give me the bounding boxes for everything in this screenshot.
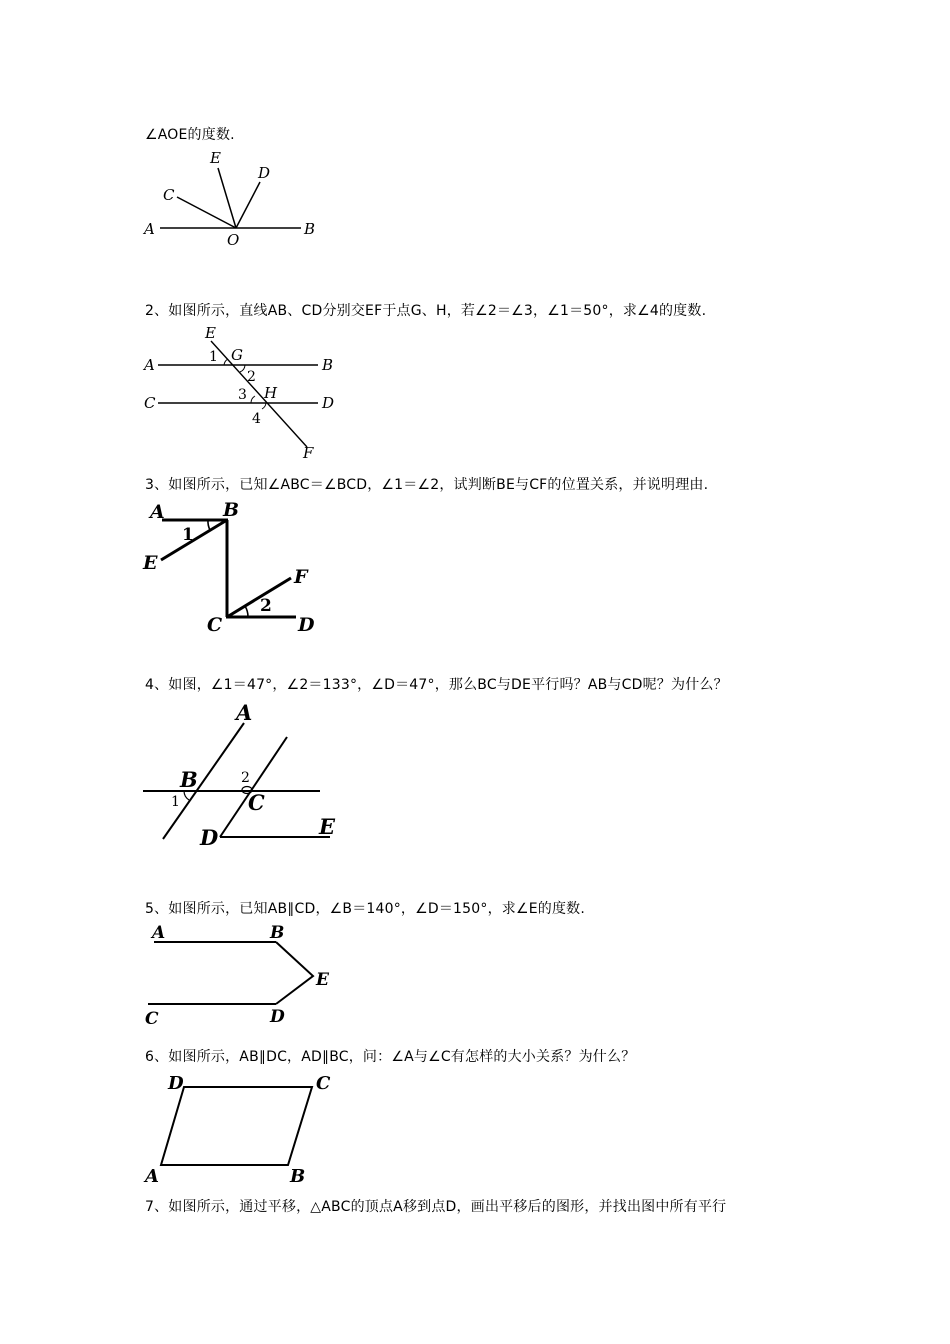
question-5-text: 5、如图所示，已知AB∥CD，∠B＝140°，∠D＝150°，求∠E的度数.	[145, 901, 586, 917]
label-e: E	[143, 552, 158, 574]
label-b: B	[180, 767, 198, 792]
label-f: F	[303, 444, 314, 462]
label-o: O	[227, 231, 240, 249]
label-b: B	[290, 1166, 306, 1187]
label-a: A	[144, 356, 155, 374]
label-c: C	[163, 186, 175, 204]
label-d: D	[258, 164, 271, 182]
label-a: A	[145, 1166, 159, 1187]
question-6-text: 6、如图所示，AB∥DC，AD∥BC，问：∠A与∠C有怎样的大小关系？为什么？	[145, 1049, 636, 1065]
question-4-text: 4、如图，∠1＝47°，∠2＝133°，∠D＝47°，那么BC与DE平行吗？AB与CD呢？为什么？	[145, 677, 728, 693]
label-d: D	[322, 394, 335, 412]
label-c: C	[248, 790, 265, 815]
question-3-text: 3、如图所示，已知∠ABC＝∠BCD，∠1＝∠2，试判断BE与CF的位置关系，并说明理由.	[145, 477, 709, 493]
label-e: E	[316, 970, 329, 990]
label-b: B	[304, 220, 316, 238]
label-e: E	[210, 149, 221, 167]
label-d: D	[168, 1073, 184, 1094]
label-h: H	[264, 384, 278, 402]
label-e: E	[205, 324, 216, 342]
label-a: A	[236, 700, 253, 725]
label-c: C	[145, 1009, 159, 1029]
label-b: B	[322, 356, 334, 374]
label-g: G	[231, 346, 243, 364]
label-a: A	[144, 220, 155, 238]
angle-label-1: 1	[171, 794, 180, 810]
question-1-text: ∠AOE的度数.	[145, 127, 235, 143]
label-b: B	[223, 499, 240, 521]
question-2-text: 2、如图所示，直线AB、CD分别交EF于点G、H，若∠2＝∠3，∠1＝50°，求∠4的度数.	[145, 303, 707, 319]
label-d: D	[270, 1007, 285, 1027]
label-a: A	[150, 501, 165, 523]
angle-label-1: 1	[182, 525, 194, 545]
label-f: F	[294, 566, 308, 588]
angle-label-2: 2	[260, 596, 272, 616]
angle-label-2: 2	[247, 369, 256, 385]
label-c: C	[316, 1073, 331, 1094]
label-c: C	[144, 394, 156, 412]
question-7-text: 7、如图所示，通过平移，△ABC的顶点A移到点D，画出平移后的图形，并找出图中所有平行	[145, 1199, 727, 1215]
angle-label-1: 1	[209, 349, 218, 365]
label-d: D	[200, 825, 219, 850]
label-a: A	[152, 923, 166, 943]
angle-label-2: 2	[241, 770, 250, 786]
label-d: D	[298, 614, 315, 636]
label-b: B	[270, 923, 285, 943]
label-c: C	[207, 614, 223, 636]
angle-label-3: 3	[238, 387, 247, 403]
angle-label-4: 4	[252, 411, 261, 427]
label-e: E	[319, 814, 336, 839]
